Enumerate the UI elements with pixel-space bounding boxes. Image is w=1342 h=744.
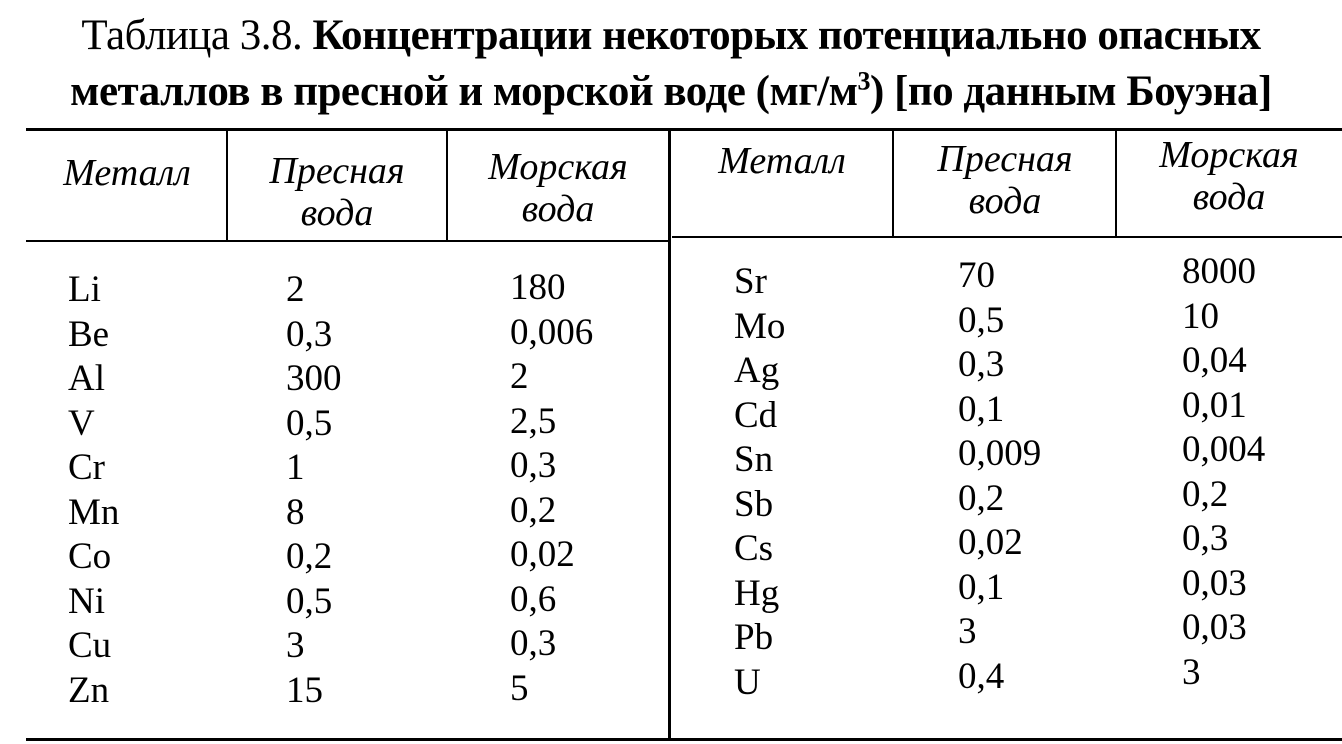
table-cell-fresh-water: 0,009 <box>958 433 1042 474</box>
header-sea-left <box>450 146 666 230</box>
table-cell-fresh-water: 0,4 <box>958 655 1005 697</box>
header-fresh-left <box>230 150 444 234</box>
table-cell-fresh-water: 8 <box>286 491 305 533</box>
table-cell-metal: Li <box>68 269 101 310</box>
header-sea-right-line-1: Морская <box>1159 134 1299 176</box>
table-cell-metal: Hg <box>734 572 780 614</box>
header-fresh-left-line-1: Пресная <box>269 150 405 192</box>
caption-title-line-2: металлов в пресной и морской воде (мг/м <box>70 68 858 115</box>
table-cell-sea-water: 0,02 <box>510 534 575 575</box>
caption-line-2 <box>40 64 1302 120</box>
table-cell-fresh-water: 3 <box>286 625 305 666</box>
table-cell-metal: Co <box>68 536 112 577</box>
table-caption <box>40 8 1302 120</box>
table-cell-fresh-water: 15 <box>286 669 323 711</box>
table-top-rule <box>26 128 1342 131</box>
table-cell-fresh-water: 3 <box>958 611 977 652</box>
table-cell-fresh-water: 70 <box>958 255 995 296</box>
table-cell-fresh-water: 2 <box>286 269 305 310</box>
table-cell-sea-water: 0,03 <box>1182 562 1247 604</box>
table-cell-sea-water: 8000 <box>1182 251 1256 292</box>
header-divider-2 <box>446 130 448 240</box>
header-sea-left-line-2: вода <box>521 188 595 230</box>
table-cell-metal: Mn <box>68 491 120 533</box>
table-cell-metal: Cu <box>68 625 112 666</box>
header-metal-right-label: Металл <box>718 140 846 182</box>
header-bottom-rule-left <box>26 240 669 242</box>
table-cell-sea-water: 180 <box>510 267 566 308</box>
table-cell-fresh-water: 0,1 <box>958 388 1005 430</box>
caption-prefix: Таблица 3.8. <box>81 12 303 59</box>
table-cell-metal: U <box>734 661 761 703</box>
header-fresh-left-line-2: вода <box>300 192 374 234</box>
table-cell-sea-water: 0,2 <box>1182 473 1229 515</box>
header-fresh-right-line-2: вода <box>968 180 1042 222</box>
table-cell-fresh-water: 0,5 <box>286 580 333 622</box>
table-cell-fresh-water: 0,02 <box>958 522 1023 563</box>
table-cell-metal: Sb <box>734 483 774 525</box>
table-cell-sea-water: 2,5 <box>510 400 557 442</box>
table-cell-metal: Cr <box>68 447 105 488</box>
table-cell-metal: Ag <box>734 350 780 391</box>
table-cell-sea-water: 0,3 <box>1182 518 1229 559</box>
left-sea-column <box>510 266 593 711</box>
header-metal-left <box>30 152 224 194</box>
header-metal-left-label: Металл <box>63 152 191 194</box>
table-cell-metal: V <box>68 402 95 444</box>
header-metal-right <box>674 140 890 182</box>
table-cell-metal: Sr <box>734 261 767 302</box>
table-cell-metal: Mo <box>734 305 786 347</box>
header-divider-1 <box>226 130 228 240</box>
header-sea-right <box>1119 134 1339 218</box>
table-cell-metal: Ni <box>68 580 105 622</box>
table-cell-sea-water: 0,3 <box>510 623 557 664</box>
table-cell-fresh-water: 0,5 <box>958 299 1005 341</box>
table-cell-fresh-water: 0,1 <box>958 566 1005 608</box>
table-cell-metal: Cs <box>734 528 774 569</box>
table-cell-fresh-water: 0,3 <box>286 313 333 355</box>
table-cell-sea-water: 0,004 <box>1182 429 1266 470</box>
caption-title-line-2-end: ) [по данным Боуэна] <box>870 68 1272 115</box>
table-cell-fresh-water: 300 <box>286 358 342 399</box>
header-sea-right-line-2: вода <box>1192 176 1266 218</box>
left-metal-column <box>68 268 119 713</box>
table-cell-metal: Sn <box>734 439 774 480</box>
table-cell-sea-water: 0,04 <box>1182 340 1247 381</box>
header-divider-4 <box>1115 130 1117 236</box>
left-fresh-column <box>286 268 342 713</box>
table-cell-fresh-water: 0,3 <box>958 344 1005 385</box>
table-cell-sea-water: 0,006 <box>510 311 594 353</box>
table-cell-sea-water: 3 <box>1182 651 1201 693</box>
table-cell-sea-water: 2 <box>510 356 529 397</box>
table-cell-sea-water: 10 <box>1182 295 1219 337</box>
table-cell-metal: Pb <box>734 617 774 658</box>
table-cell-metal: Cd <box>734 394 778 436</box>
table-cell-sea-water: 0,03 <box>1182 607 1247 648</box>
table-cell-fresh-water: 0,2 <box>286 536 333 577</box>
header-fresh-right-line-1: Пресная <box>937 138 1073 180</box>
table-cell-metal: Zn <box>68 669 110 711</box>
header-divider-3 <box>892 130 894 236</box>
table-cell-metal: Be <box>68 313 110 355</box>
header-sea-left-line-1: Морская <box>488 146 628 188</box>
right-fresh-column <box>958 254 1041 699</box>
table-cell-fresh-water: 1 <box>286 447 305 488</box>
table-cell-fresh-water: 0,5 <box>286 402 333 444</box>
caption-superscript: 3 <box>857 66 871 96</box>
caption-title-line-1: Концентрации некоторых потенциально опасных <box>312 12 1261 59</box>
right-metal-column <box>734 260 785 705</box>
table-cell-metal: Al <box>68 358 105 399</box>
table-cell-sea-water: 0,6 <box>510 578 557 620</box>
table-cell-sea-water: 0,01 <box>1182 384 1247 426</box>
table-cell-sea-water: 0,2 <box>510 489 557 531</box>
table-cell-fresh-water: 0,2 <box>958 477 1005 519</box>
header-fresh-right <box>896 138 1114 222</box>
header-bottom-rule-right <box>672 236 1342 238</box>
center-divider <box>668 130 671 738</box>
caption-line-1 <box>40 8 1302 64</box>
table-cell-sea-water: 5 <box>510 667 529 709</box>
table-cell-sea-water: 0,3 <box>510 445 557 486</box>
right-sea-column <box>1182 250 1265 695</box>
table-bottom-rule <box>26 738 1342 741</box>
